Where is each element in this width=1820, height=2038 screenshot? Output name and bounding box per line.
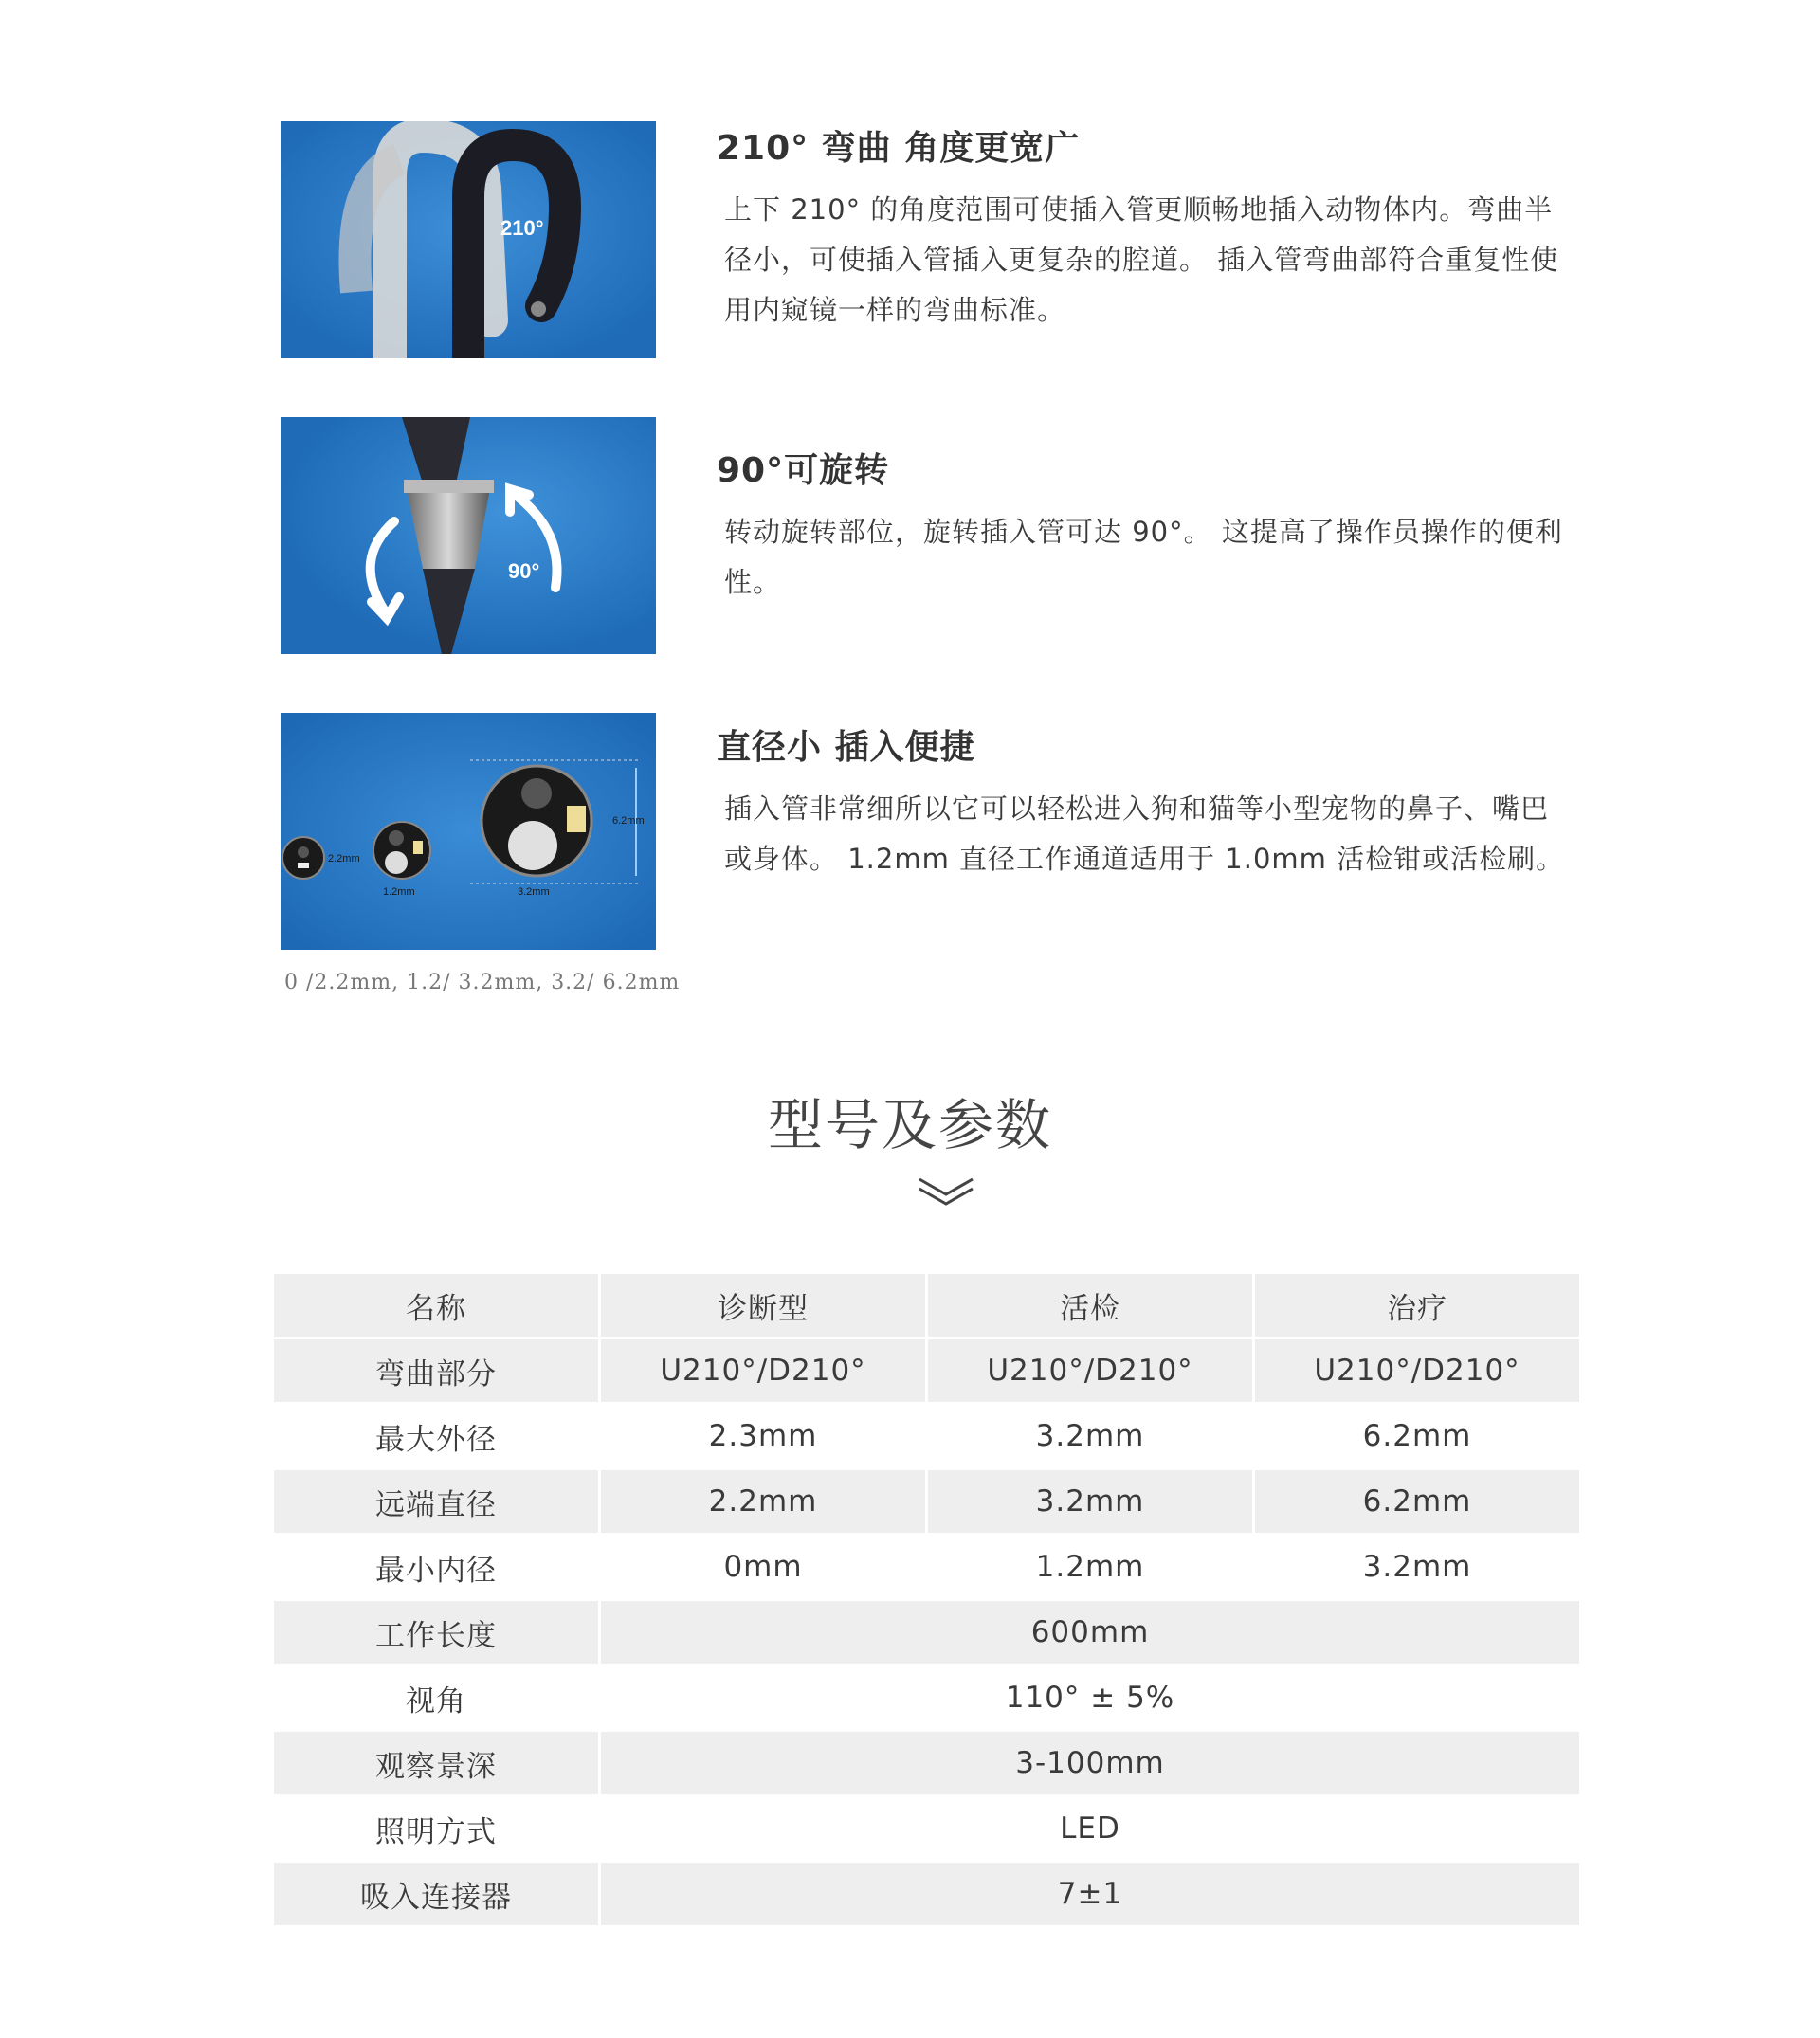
table-cell: 工作长度 — [274, 1601, 598, 1666]
feature-title: 直径小 插入便捷 — [717, 728, 975, 767]
spec-table — [271, 1274, 1582, 1928]
rotation-angle-label: 90° — [508, 559, 540, 583]
table-cell: 1.2mm — [928, 1536, 1252, 1601]
table-row — [274, 1601, 1579, 1666]
table-header-cell: 治疗 — [1255, 1274, 1579, 1339]
feature-diameter-text — [717, 720, 1570, 884]
table-row — [274, 1470, 1579, 1536]
table-row — [274, 1536, 1579, 1601]
table-cell: U210°/D210° — [928, 1339, 1252, 1405]
table-cell: 110° ± 5% — [601, 1666, 1579, 1732]
table-row — [274, 1666, 1579, 1732]
table-cell: 吸入连接器 — [274, 1863, 598, 1928]
feature-desc: 上下 210° 的角度范围可使插入管更顺畅地插入动物体内。弯曲半径小，可使插入管插入更复杂的腔道。 插入管弯曲部符合重复性使用内窥镜一样的弯曲标准。 — [724, 193, 1559, 326]
diameter-label-2-2: 2.2mm — [328, 853, 360, 864]
diameter-image — [281, 713, 656, 950]
table-cell: 最大外径 — [274, 1405, 598, 1470]
table-cell: 照明方式 — [274, 1797, 598, 1863]
diameter-caption: 0 /2.2mm, 1.2/ 3.2mm, 3.2/ 6.2mm — [284, 971, 681, 994]
table-cell: 3-100mm — [601, 1732, 1579, 1797]
diameter-label-6-2: 6.2mm — [612, 815, 645, 827]
table-row — [274, 1797, 1579, 1863]
table-cell: 2.3mm — [601, 1405, 925, 1470]
table-cell: 600mm — [601, 1601, 1579, 1666]
table-cell: U210°/D210° — [601, 1339, 925, 1405]
table-cell: 7±1 — [601, 1863, 1579, 1928]
feature-desc: 转动旋转部位，旋转插入管可达 90°。 这提高了操作员操作的便利性。 — [724, 516, 1563, 598]
table-row — [274, 1405, 1579, 1470]
table-cell: 远端直径 — [274, 1470, 598, 1536]
bending-angle-label: 210° — [500, 216, 544, 240]
table-row — [274, 1339, 1579, 1405]
table-cell: 弯曲部分 — [274, 1339, 598, 1405]
chevron-down-icon — [916, 1174, 976, 1208]
table-cell: 观察景深 — [274, 1732, 598, 1797]
table-cell: 6.2mm — [1255, 1470, 1579, 1536]
rotation-image — [281, 417, 656, 654]
table-row — [274, 1863, 1579, 1928]
table-header-row — [274, 1274, 1579, 1339]
diameter-label-3-2: 3.2mm — [518, 886, 550, 898]
table-header-cell: 活检 — [928, 1274, 1252, 1339]
feature-desc: 插入管非常细所以它可以轻松进入狗和猫等小型宠物的鼻子、嘴巴或身体。 1.2mm 直径工作通道适用于 1.0mm 活检钳或活检刷。 — [724, 792, 1565, 875]
section-title: 型号及参数 — [767, 1093, 1052, 1157]
table-cell: 3.2mm — [928, 1470, 1252, 1536]
table-header-cell: 名称 — [274, 1274, 598, 1339]
feature-rotation-text — [717, 444, 1570, 608]
table-cell: 3.2mm — [928, 1405, 1252, 1470]
table-cell: LED — [601, 1797, 1579, 1863]
table-cell: 0mm — [601, 1536, 925, 1601]
feature-title: 90°可旋转 — [717, 451, 890, 490]
table-cell: 最小内径 — [274, 1536, 598, 1601]
table-cell: 6.2mm — [1255, 1405, 1579, 1470]
table-cell: 视角 — [274, 1666, 598, 1732]
feature-bending-text — [717, 121, 1570, 336]
table-cell: 2.2mm — [601, 1470, 925, 1536]
diameter-label-1-2: 1.2mm — [383, 886, 415, 898]
table-header-cell: 诊断型 — [601, 1274, 925, 1339]
table-cell: 3.2mm — [1255, 1536, 1579, 1601]
table-cell: U210°/D210° — [1255, 1339, 1579, 1405]
feature-title: 210° 弯曲 角度更宽广 — [717, 129, 1081, 168]
table-row — [274, 1732, 1579, 1797]
bending-image — [281, 121, 656, 358]
